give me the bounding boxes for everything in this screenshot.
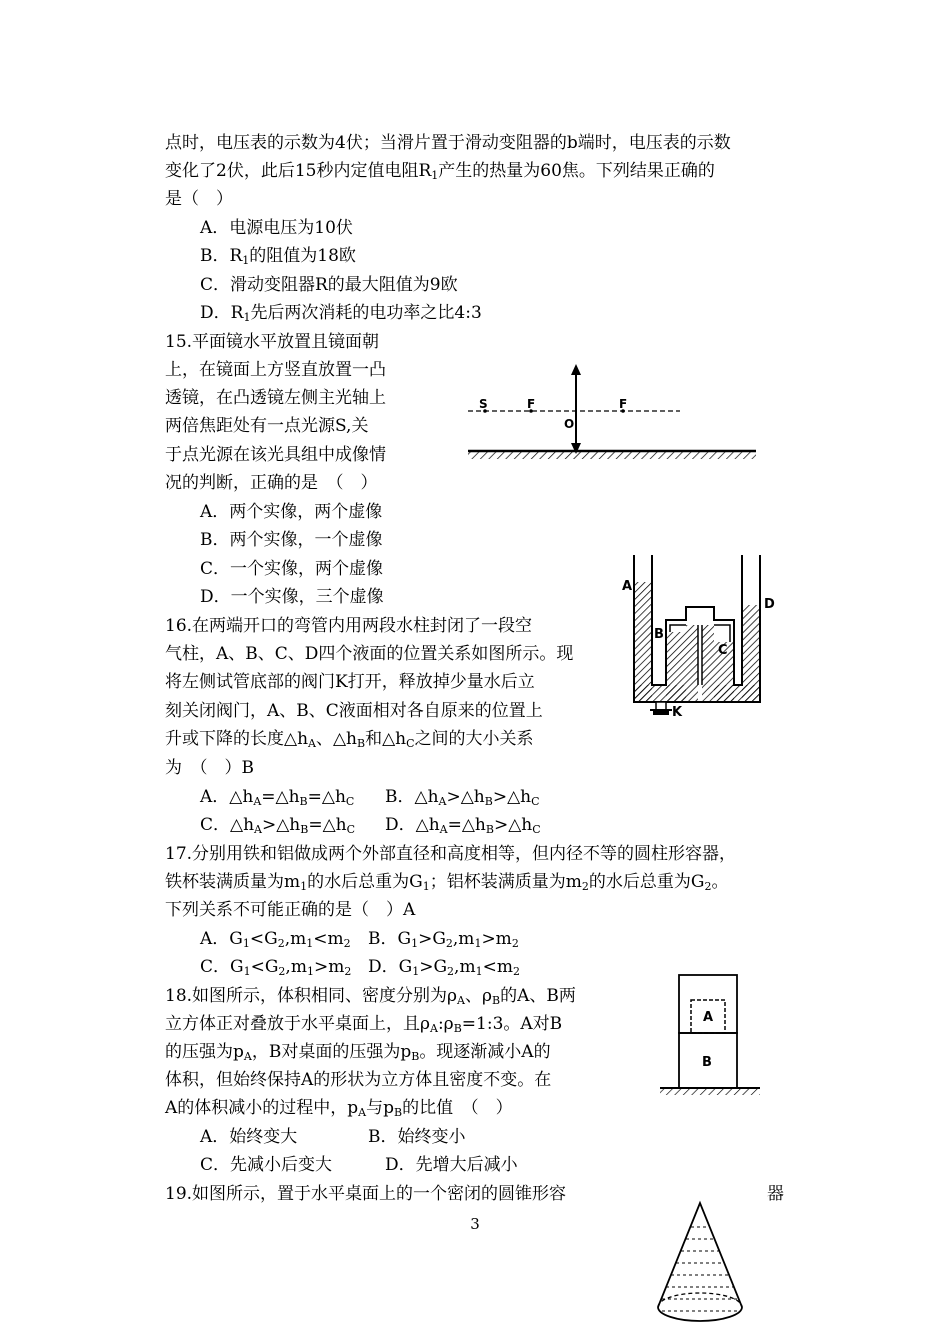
q17-line-1: 17.分别用铁和铝做成两个外部直径和高度相等，但内径不等的圆柱形容器， <box>165 844 737 864</box>
q18-option-b: B．始终变小 <box>368 1127 466 1147</box>
q18-line-5: A的体积减小的过程中，$p_A$与$p_B$的比值 （ ） <box>165 1098 513 1119</box>
lens-mirror-figure <box>460 360 760 465</box>
q18-line-4: 体积，但始终保持A的形状为立方体且密度不变。在 <box>165 1070 552 1090</box>
q15-line-3: 透镜，在凸透镜左侧主光轴上 <box>165 388 386 408</box>
svg-text:D: D <box>764 597 775 612</box>
q15-line-5: 于点光源在该光具组中成像情 <box>165 445 386 465</box>
q17-option-c: C．$G_1<G_2,m_1>m_2$ <box>200 957 352 978</box>
q19-line-1: 19.如图所示，置于水平桌面上的一个密闭的圆锥形容 <box>165 1184 567 1204</box>
svg-text:K: K <box>672 705 683 720</box>
point-source-s-label: S <box>479 397 488 411</box>
q14-line-1: 点时，电压表的示数为4伏；当滑片置于滑动变阻器的b端时，电压表的示数 <box>165 133 731 153</box>
q16-option-c: C．$\triangle h_A>\triangle h_B=\triangle h_C$ <box>200 815 356 836</box>
q14-option-c: C．滑动变阻器R的最大阻值为9欧 <box>200 275 458 295</box>
q17-line-2: 铁杯装满质量为$m_1$的水后总重为$G_1$；铝杯装满质量为$m_2$的水后总重为$G_2$。 <box>165 872 729 893</box>
q16-option-b: B．$\triangle h_A>\triangle h_B>\triangle h_C$ <box>385 787 540 808</box>
q19-line-1-end: 器 <box>767 1184 784 1204</box>
q18-option-a: A．始终变大 <box>200 1127 298 1147</box>
svg-text:A: A <box>622 579 633 594</box>
q16-option-d: D．$\triangle h_A=\triangle h_B>\triangle h_C$ <box>385 815 541 836</box>
q17-option-b: B．$G_1>G_2,m_1>m_2$ <box>368 929 519 950</box>
q14-option-a: A．电源电压为10伏 <box>200 218 353 238</box>
q14-line-3: 是（ ） <box>165 189 233 209</box>
q17-option-d: D．$G_1>G_2,m_1<m_2$ <box>368 957 520 978</box>
q18-line-1: 18.如图所示，体积相同、密度分别为$\rho_A$、$\rho_B$的A、B两 <box>165 986 576 1007</box>
valve-k <box>656 702 666 710</box>
q14-line-2: 变化了2伏，此后15秒内定值电阻$R_1$产生的热量为60焦。下列结果正确的 <box>165 161 715 182</box>
stacked-cubes-figure <box>655 970 765 1100</box>
q16-line-4: 刻关闭阀门，A、B、C液面相对各自原来的位置上 <box>165 701 543 721</box>
focus-f1-label: F <box>527 397 536 411</box>
q15-option-c: C．一个实像，两个虚像 <box>200 559 384 579</box>
focus-f2-label: F <box>619 397 628 411</box>
optical-center-o-label: O <box>564 417 575 431</box>
q16-line-2: 气柱，A、B、C、D四个液面的位置关系如图所示。现 <box>165 644 574 664</box>
q15-line-1: 15.平面镜水平放置且镜面朝 <box>165 332 380 352</box>
svg-text:B: B <box>654 627 664 642</box>
q16-line-1: 16.在两端开口的弯管内用两段水柱封闭了一段空 <box>165 616 533 636</box>
q16-line-6: 为 （ ）B <box>165 758 254 778</box>
q14-option-d: D．$R_1$先后两次消耗的电功率之比4:3 <box>200 303 482 324</box>
q18-option-c: C．先减小后变大 <box>200 1155 333 1175</box>
q17-line-3: 下列关系不可能正确的是（ ）A <box>165 900 416 920</box>
page-number: 3 <box>470 1215 480 1233</box>
q18-line-2: 立方体正对叠放于水平桌面上，且$\rho_A:\rho_B=1:3$。A对B <box>165 1014 563 1035</box>
q15-line-4: 两倍焦距处有一点光源S,关 <box>165 416 369 436</box>
q17-option-a: A．$G_1<G_2,m_1<m_2$ <box>200 929 351 950</box>
q18-line-3: 的压强为$p_A$，B对桌面的压强为$p_B$。现逐渐减小A的 <box>165 1042 551 1063</box>
q14-option-b: B．$R_1$的阻值为18欧 <box>200 246 356 267</box>
q16-option-a: A．$\triangle h_A=\triangle h_B=\triangle h_C$ <box>200 787 355 808</box>
q15-option-a: A．两个实像，两个虚像 <box>200 502 383 522</box>
svg-text:B: B <box>702 1055 712 1070</box>
q18-option-d: D．先增大后减小 <box>385 1155 518 1175</box>
q15-option-d: D．一个实像，三个虚像 <box>200 587 384 607</box>
bent-tube-figure <box>620 550 780 720</box>
q15-line-2: 上，在镜面上方竖直放置一凸 <box>165 360 386 380</box>
q15-option-b: B．两个实像，一个虚像 <box>200 530 383 550</box>
q15-line-6: 况的判断，正确的是 （ ） <box>165 473 378 493</box>
svg-text:C: C <box>718 643 728 658</box>
q16-line-5: 升或下降的长度$\triangle h_A$、$\triangle h_B$和$\triangle h_C$之间的大小关系 <box>165 729 534 750</box>
q16-line-3: 将左侧试管底部的阀门K打开，释放掉少量水后立 <box>165 672 535 692</box>
svg-text:A: A <box>703 1010 714 1025</box>
